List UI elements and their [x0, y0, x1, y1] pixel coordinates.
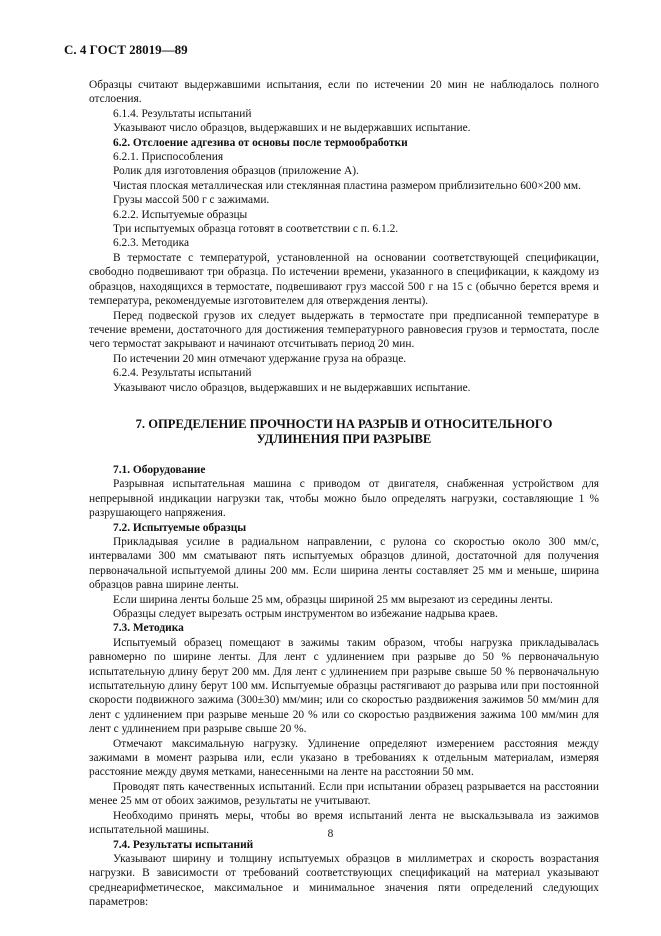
page-header: С. 4 ГОСТ 28019—89: [64, 42, 188, 57]
paragraph: 6.2.2. Испытуемые образцы: [113, 208, 248, 221]
paragraph: Перед подвеской грузов их следует выдержать в термостате при предписанной температуре в течение времени, достаточного для достижения температурного равновесия грузов и термостата, после чего термостат закрывают и начинают отсчитывать период 20 мин.: [89, 309, 599, 351]
paragraph: 6.2.1. Приспособления: [113, 151, 224, 164]
subsection-heading: 7.4. Результаты испытаний: [113, 838, 254, 851]
paragraph: 6.2.3. Методика: [113, 237, 190, 250]
paragraph: Отмечают максимальную нагрузку. Удлинение определяют измерением расстояния между зажимами в момент разрыва или, если указано в требованиях к отдельным материалам, измеряя расстояние между двумя метками, нанесенными на ленте на расстоянии 50 мм.: [89, 737, 599, 779]
paragraph: 6.1.4. Результаты испытаний: [113, 107, 252, 120]
paragraph: Ролик для изготовления образцов (приложение А).: [113, 165, 359, 178]
subsection-heading: 7.3. Методика: [113, 622, 184, 635]
paragraph: Образцы следует вырезать острым инструментом во избежание надрыва краев.: [113, 608, 498, 620]
page-number: 8: [327, 828, 334, 840]
section-heading: 7. ОПРЕДЕЛЕНИЕ ПРОЧНОСТИ НА РАЗРЫВ И ОТНОСИТЕЛЬНОГО УДЛИНЕНИЯ ПРИ РАЗРЫВЕ: [135, 416, 553, 446]
paragraph: Указывают ширину и толщину испытуемых образцов в миллиметрах и скорость возрастания нагрузки. В зависимости от требований соответствующих спецификаций на материал указывают среднеарифметическое, максимальное и минимальное значения пяти определений следующих параметров:: [89, 852, 599, 909]
subsection-heading: 7.2. Испытуемые образцы: [113, 521, 247, 534]
paragraph: Необходимо принять меры, чтобы во время испытаний лента не выскальзывала из зажимов испытательной машины.: [89, 809, 599, 837]
paragraph: Указывают число образцов, выдержавших и не выдержавших испытание.: [113, 122, 471, 135]
paragraph: По истечении 20 мин отмечают удержание груза на образце.: [113, 352, 407, 365]
paragraph: Три испытуемых образца готовят в соответствии с п. 6.1.2.: [113, 223, 399, 236]
paragraph: Образцы считают выдержавшими испытания, если по истечении 20 мин не наблюдалось полного отслоения.: [89, 79, 599, 106]
paragraph: В термостате с температурой, установленной на основании соответствующей спецификации, свободно подвешивают три образца. По истечении времени, указанного в спецификации, к каждому из образцов, находящихся в термостате, подвешивают груз массой 500 г на 15 с (обычно берется время и температура, рекомендуемые изготовителем для отверждения ленты).: [89, 251, 599, 308]
paragraph: Проводят пять качественных испытаний. Если при испытании образец разрывается на расстоянии менее 25 мм от обоих зажимов, результаты не учитывают.: [89, 780, 599, 808]
paragraph: Прикладывая усилие в радиальном направлении, с рулона со скоростью около 300 мм/с, интервалами 300 мм сматывают пять испытуемых образцов длиной, достаточной для получения первоначальной испытуемой длины 200 мм. Если ширина ленты составляет 25 мм и меньше, ширина образцов равна ширине ленты.: [89, 535, 599, 592]
paragraph: Испытуемый образец помещают в зажимы таким образом, чтобы нагрузка прикладывалась равномерно по ширине ленты. Для лент с удлинением при разрыве до 50 % первоначальную испытательную длину берут 200 мм. Для лент с удлинением при разрыве свыше 50 % первоначальную испытательную длину берут 100 мм. Испытуемые образцы растягивают до разрыва или при постоянной скорости подвижного зажима (300±30) мм/мин; или со скоростью раздвижения зажимов 50 мм/мин для лент с удлинением при разрыве меньше 20 % или со скоростью раздвижения зажима 100 мм/мин для лент с удлинением при разрыве свыше 20 %.: [89, 636, 599, 736]
paragraph: Разрывная испытательная машина с приводом от двигателя, снабженная устройством для непрерывной индикации нагрузки так, чтобы можно было определять нагрузки, составляющие 1 % разрушающего напряжения.: [89, 478, 599, 520]
paragraph: Указывают число образцов, выдержавших и не выдержавших испытание.: [113, 381, 471, 394]
paragraph: Если ширина ленты больше 25 мм, образцы шириной 25 мм вырезают из середины ленты.: [113, 593, 553, 606]
paragraph: 6.2.4. Результаты испытаний: [113, 367, 252, 380]
document-body: [89, 78, 599, 910]
subsection-heading: 6.2. Отслоение адгезива от основы после термообработки: [113, 136, 408, 149]
paragraph: Чистая плоская металлическая или стеклянная пластина размером приблизительно 600×200 мм.: [113, 179, 581, 192]
subsection-heading: 7.1. Оборудование: [113, 463, 206, 476]
paragraph: Грузы массой 500 г с зажимами.: [113, 194, 270, 207]
